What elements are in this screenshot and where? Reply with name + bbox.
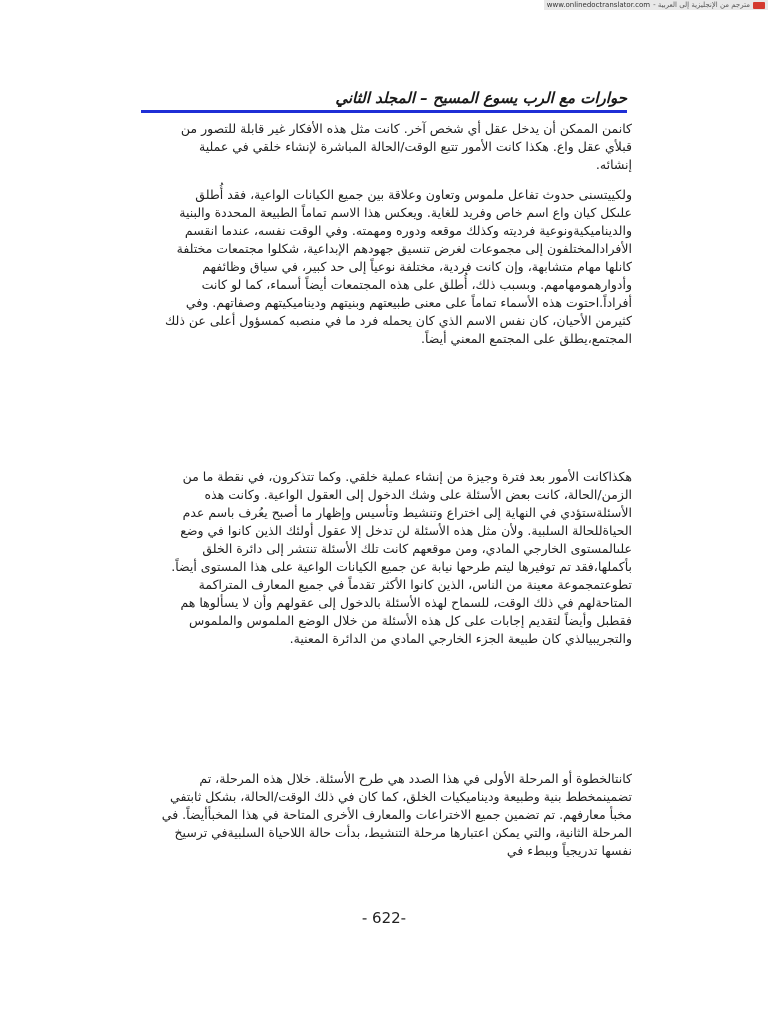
paragraph-3: هكذاكانت الأمور بعد فترة وجيزة من إنشاء عملية خلقي. وكما تتذكرون، في نقطة ما من الزمن/الحالة، كانت بعض الأسئلة على وشك الدخول إلى العقول الواعية. وكانت هذه الأسئلةستؤدي في النهاية إلى اختراع وتنشيط وتأسيس وإظهار ما أصبح يعُرف باسم عدم الحياةللحالة السلبية. ولأن مثل هذه الأسئلة لن تدخل إلا عقول أولئك الذين كانوا في وضع علىالمستوى الخارجي المادي، ومن موقعهم كانت تلك الأسئلة تنتشر إلى دائرة الخلق بأكملها،فقد تم توفيرها ليتم طرحها نيابة عن جميع الكيانات الواعية على هذا المستوى أيضاً. تطوعتمجموعة معينة من الناس، الذين كانوا الأكثر تقدماً في جميع المعارف المتراكمة المتاحةلهم في ذلك الوقت، للسماح لهذه الأسئلة بالدخول إلى عقولهم وأن لا يسألوها هم فقطبل وأيضاً لتقديم إجابات على كل هذه الأسئلة من خلال الوضع الملموس والملموس والتجريبيالذي كان طبيعة الجزء الخارجي المادي من الدائرة المعنية. bbox=[171, 469, 632, 646]
paragraph-1: كانمن الممكن أن يدخل عقل أي شخص آخر. كانت مثل هذه الأفكار غير قابلة للتصور من قبلأي عقل واع. هكذا كانت الأمور تتبع الوقت/الحالة المباشرة لإنشاء خلقي في عملية إنشائه. bbox=[180, 121, 632, 172]
watermark-url[interactable]: www.onlinedoctranslator.com bbox=[546, 1, 651, 9]
running-title: حوارات مع الرب يسوع المسيح – المجلد الثاني bbox=[335, 89, 627, 107]
page-number: - 622- bbox=[361, 909, 407, 927]
paragraph-4: كانتالخطوة أو المرحلة الأولى في هذا الصدد هي طرح الأسئلة. خلال هذه المرحلة، تم تضمينمخطط بنية وطبيعة وديناميكيات الخلق، كما كان في ذلك الوقت/الحالة، بشكل ثابتفي مخبأ معارفهم. تم تضمين جميع الاختراعات والمعارف الأخرى المتاحة في هذا المخبأأيضاً. في المرحلة الثانية، والتي يمكن اعتبارها مرحلة التنشيط، بدأت حالة اللاحياة السلبيةفي ترسيخ نفسها تدريجياً وببطء في bbox=[161, 771, 632, 858]
watermark-label: مترجم من الإنجليزية إلى العربية - bbox=[653, 1, 750, 9]
page-header bbox=[141, 88, 627, 113]
header-divider bbox=[141, 110, 627, 113]
paragraph-2: ولكييتسنى حدوث تفاعل ملموس وتعاون وعلاقة بين جميع الكيانات الواعية، فقد أُطلق علىكل كيان واع اسم خاص وفريد للغاية. ويعكس هذا الاسم تماماً الطبيعة المحددة والبنية والديناميكيةونوعية فرديته وكذلك موقعه ودوره ومهمته. وفي الوقت نفسه، عندما انقسم الأفرادالمختلفون إلى مجموعات لغرض تنسيق جهودهم الإبداعية، شكلوا مجتمعات مختلفة كانلها مهام متشابهة، وإن كانت فردية، مختلفة نوعياً إلى حد كبير، في سياق وظائفهم وأدوارهمومهامهم. وبسبب ذلك، أُطلق على هذه المجتمعات أيضاً أسماء، كما لو كانت أفراداً.احتوت هذه الأسماء تماماً على معنى طبيعتهم وبنيتهم وديناميكيتهم وصفاتهم. وفي كثيرمن الأحيان، كان نفس الاسم الذي كان يحمله فرد ما في منصبه كمسؤول أعلى عن ذلك المجتمع،يطلق على المجتمع المعني أيضاً. bbox=[165, 187, 632, 346]
translator-watermark[interactable] bbox=[544, 0, 768, 10]
translator-logo-icon bbox=[753, 2, 765, 9]
